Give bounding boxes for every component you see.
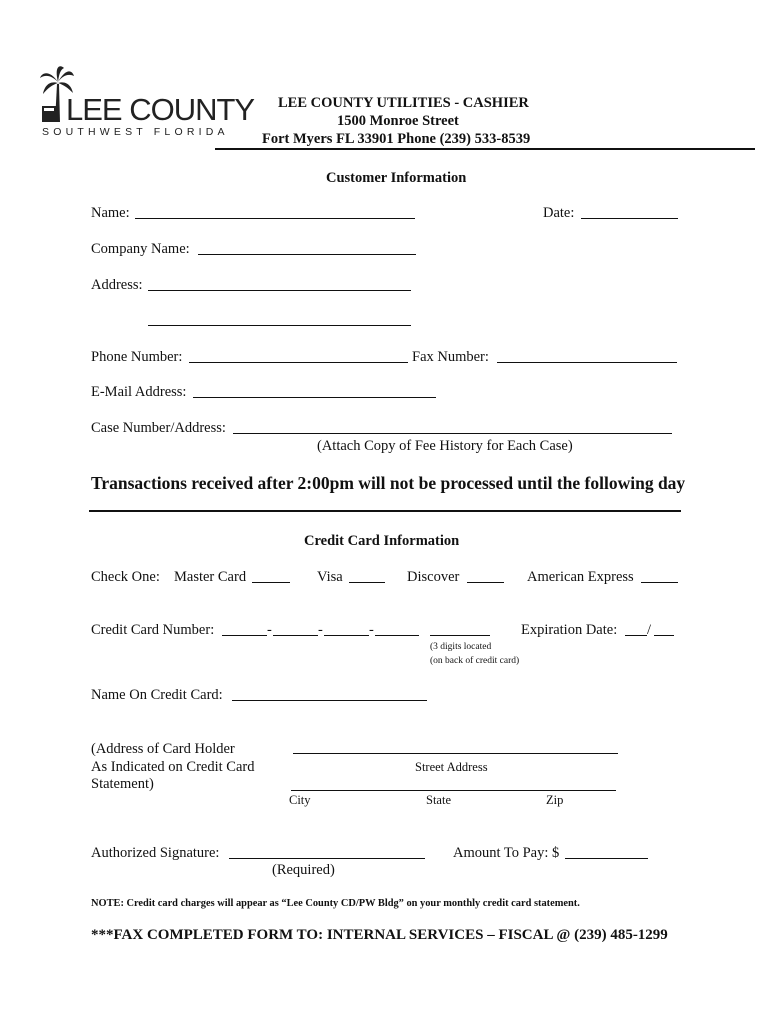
- date-field[interactable]: [581, 218, 678, 219]
- card-number-dash: -: [267, 622, 272, 638]
- state-caption: State: [426, 793, 451, 807]
- statement-note: NOTE: Credit card charges will appear as “Lee County CD/PW Bldg” on your monthly credit card statement.: [91, 898, 580, 909]
- master-card-checkbox[interactable]: [252, 582, 290, 583]
- card-number-dash: -: [369, 622, 374, 638]
- option-american-express: American Express: [527, 569, 634, 585]
- case-label: Case Number/Address:: [91, 420, 226, 436]
- cardholder-name-label: Name On Credit Card:: [91, 687, 223, 703]
- address-field-1[interactable]: [148, 290, 411, 291]
- date-label: Date:: [543, 205, 575, 221]
- expiration-month-field[interactable]: [625, 635, 647, 636]
- signature-field[interactable]: [229, 858, 425, 859]
- phone-label: Phone Number:: [91, 349, 183, 365]
- card-address-label-1: (Address of Card Holder: [91, 741, 235, 757]
- name-label: Name:: [91, 205, 130, 221]
- name-field[interactable]: [135, 218, 415, 219]
- discover-checkbox[interactable]: [467, 582, 504, 583]
- security-code-field[interactable]: [430, 635, 490, 636]
- zip-caption: Zip: [546, 793, 564, 807]
- header-rule: [215, 148, 755, 150]
- customer-heading: Customer Information: [326, 170, 467, 186]
- card-number-group-3[interactable]: [324, 635, 369, 636]
- signature-required: (Required): [272, 862, 335, 878]
- card-address-label-2: As Indicated on Credit Card: [91, 759, 255, 775]
- card-number-dash: -: [318, 622, 323, 638]
- fax-instructions: ***FAX COMPLETED FORM TO: INTERNAL SERVICES – FISCAL @ (239) 485-1299: [91, 927, 668, 943]
- option-visa: Visa: [317, 569, 343, 585]
- address-label: Address:: [91, 277, 143, 293]
- check-one-label: Check One:: [91, 569, 160, 585]
- email-label: E-Mail Address:: [91, 384, 187, 400]
- card-number-group-4[interactable]: [375, 635, 419, 636]
- address-field-2[interactable]: [148, 325, 411, 326]
- logo-tagline: SOUTHWEST FLORIDA: [42, 126, 229, 138]
- email-field[interactable]: [193, 397, 436, 398]
- street-address-field[interactable]: [293, 753, 618, 754]
- fax-field[interactable]: [497, 362, 677, 363]
- cardholder-name-field[interactable]: [232, 700, 427, 701]
- case-note: (Attach Copy of Fee History for Each Case): [317, 438, 573, 454]
- american-express-checkbox[interactable]: [641, 582, 678, 583]
- amount-label: Amount To Pay: $: [453, 845, 560, 861]
- card-address-label-3: Statement): [91, 776, 154, 792]
- phone-field[interactable]: [189, 362, 408, 363]
- company-label: Company Name:: [91, 241, 190, 257]
- processing-notice: Transactions received after 2:00pm will not be processed until the following day: [91, 473, 686, 493]
- card-number-group-1[interactable]: [222, 635, 267, 636]
- fax-label: Fax Number:: [412, 349, 489, 365]
- street-address-caption: Street Address: [415, 760, 488, 774]
- option-master-card: Master Card: [174, 569, 247, 585]
- case-field[interactable]: [233, 433, 672, 434]
- card-number-group-2[interactable]: [273, 635, 318, 636]
- logo-wordmark: LEE COUNTY: [66, 92, 255, 127]
- city-state-zip-field[interactable]: [291, 790, 616, 791]
- city-caption: City: [289, 793, 311, 807]
- card-number-label: Credit Card Number:: [91, 622, 215, 638]
- company-field[interactable]: [198, 254, 416, 255]
- option-discover: Discover: [407, 569, 460, 585]
- visa-checkbox[interactable]: [349, 582, 385, 583]
- header-line-2: 1500 Monroe Street: [337, 113, 459, 129]
- signature-label: Authorized Signature:: [91, 845, 220, 861]
- expiration-label: Expiration Date:: [521, 622, 618, 638]
- amount-field[interactable]: [565, 858, 648, 859]
- expiration-separator: /: [647, 622, 652, 638]
- header-line-3: Fort Myers FL 33901 Phone (239) 533-8539: [262, 131, 531, 147]
- header-line-1: LEE COUNTY UTILITIES - CASHIER: [278, 95, 529, 111]
- expiration-year-field[interactable]: [654, 635, 674, 636]
- cvv-note-1: (3 digits located: [430, 642, 492, 652]
- credit-heading: Credit Card Information: [304, 533, 460, 549]
- cvv-note-2: (on back of credit card): [430, 656, 520, 666]
- notice-rule: [89, 510, 681, 512]
